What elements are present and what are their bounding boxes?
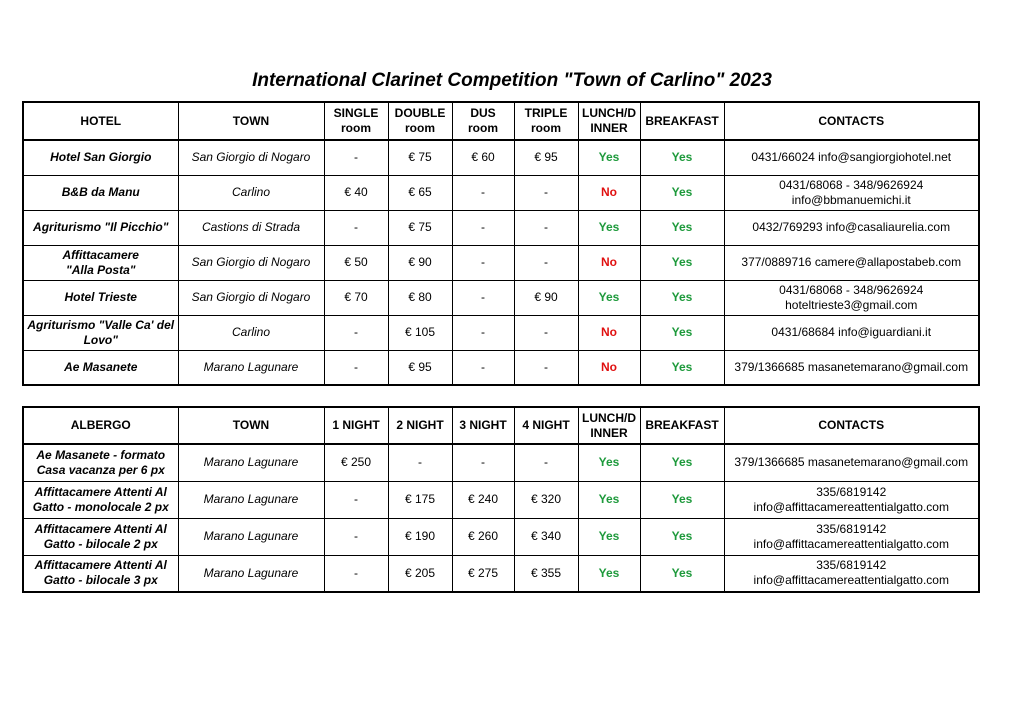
cell-line: 0431/68068 - 348/9626924	[779, 177, 924, 192]
header-dus-room	[452, 102, 514, 140]
header-line: room	[341, 121, 371, 135]
albergo-name	[23, 555, 178, 592]
table-row	[23, 140, 979, 175]
albergo-table	[22, 406, 980, 593]
three-night-price: € 275	[452, 555, 514, 592]
header-breakfast: BREAKFAST	[640, 407, 724, 444]
triple-room-price: -	[514, 350, 578, 385]
header-line: room	[531, 121, 561, 135]
double-room-price: € 65	[388, 175, 452, 210]
hotel-name	[23, 350, 178, 385]
hotel-table-header	[23, 102, 979, 140]
lunch-dinner-status: Yes	[578, 210, 640, 245]
lunch-dinner-status: No	[578, 315, 640, 350]
dus-room-price: -	[452, 245, 514, 280]
hotel-contacts	[724, 175, 979, 210]
cell-line: Ae Masanete - formato	[36, 447, 166, 462]
header-line: SINGLE	[333, 106, 379, 120]
hotel-contacts	[724, 280, 979, 315]
breakfast-status: Yes	[640, 175, 724, 210]
table-row	[23, 481, 979, 518]
table-row	[23, 518, 979, 555]
double-room-price: € 90	[388, 245, 452, 280]
hotel-contacts	[724, 210, 979, 245]
cell-line: Ae Masanete	[64, 359, 138, 374]
header-albergo: ALBERGO	[23, 407, 178, 444]
hotel-name	[23, 245, 178, 280]
cell-line: info@affittacamereattentialgatto.com	[753, 536, 949, 551]
breakfast-status: Yes	[640, 140, 724, 175]
header-double-room	[388, 102, 452, 140]
table-row	[23, 245, 979, 280]
table-row	[23, 444, 979, 481]
table-row	[23, 555, 979, 592]
hotel-town: Marano Lagunare	[178, 350, 324, 385]
header-line: LUNCH/D	[582, 410, 636, 425]
breakfast-status: Yes	[640, 555, 724, 592]
one-night-price: -	[324, 518, 388, 555]
hotel-name	[23, 280, 178, 315]
table-row	[23, 210, 979, 245]
triple-room-price: -	[514, 210, 578, 245]
hotel-town: San Giorgio di Nogaro	[178, 245, 324, 280]
header-2-night: 2 NIGHT	[388, 407, 452, 444]
breakfast-status: Yes	[640, 245, 724, 280]
dus-room-price: -	[452, 350, 514, 385]
cell-line: info@affittacamereattentialgatto.com	[753, 499, 949, 514]
albergo-town: Marano Lagunare	[178, 444, 324, 481]
double-room-price: € 95	[388, 350, 452, 385]
cell-line: Affittacamere Attenti Al	[34, 558, 167, 573]
cell-line: hoteltrieste3@gmail.com	[785, 297, 918, 312]
header-4-night: 4 NIGHT	[514, 407, 578, 444]
cell-line: Agriturismo "Valle Ca' del	[27, 317, 175, 332]
four-night-price: € 320	[514, 481, 578, 518]
cell-line: Casa vacanza per 6 px	[36, 462, 165, 477]
cell-line: Affittacamere Attenti Al	[34, 521, 167, 536]
albergo-table-header	[23, 407, 979, 444]
double-room-price: € 75	[388, 210, 452, 245]
header-line: LUNCH/D	[582, 106, 636, 120]
triple-room-price: € 90	[514, 280, 578, 315]
cell-line: Gatto - monolocale 2 px	[32, 499, 169, 514]
albergo-town: Marano Lagunare	[178, 481, 324, 518]
four-night-price: € 340	[514, 518, 578, 555]
cell-line: Gatto - bilocale 3 px	[43, 573, 158, 588]
lunch-dinner-status: Yes	[578, 444, 640, 481]
cell-line: Lovo"	[83, 332, 118, 347]
cell-line: "Alla Posta"	[66, 262, 136, 277]
double-room-price: € 75	[388, 140, 452, 175]
cell-line: 335/6819142	[816, 484, 887, 499]
table-row	[23, 350, 979, 385]
cell-line: B&B da Manu	[61, 185, 140, 199]
breakfast-status: Yes	[640, 518, 724, 555]
cell-line: info@bbmanuemichi.it	[791, 192, 911, 207]
four-night-price: -	[514, 444, 578, 481]
header-line: DUS	[470, 106, 496, 120]
hotel-town: Carlino	[178, 315, 324, 350]
albergo-name	[23, 481, 178, 518]
single-room-price: -	[324, 350, 388, 385]
header-line: room	[468, 121, 498, 135]
dus-room-price: -	[452, 315, 514, 350]
breakfast-status: Yes	[640, 444, 724, 481]
cell-line: 377/0889716 camere@allapostabeb.com	[741, 255, 962, 269]
breakfast-status: Yes	[640, 210, 724, 245]
cell-line: 0431/68068 - 348/9626924	[779, 282, 924, 297]
single-room-price: -	[324, 140, 388, 175]
cell-line: Agriturismo "Il Picchio"	[33, 220, 169, 234]
hotel-contacts	[724, 350, 979, 385]
header-town: TOWN	[178, 102, 324, 140]
single-room-price: € 40	[324, 175, 388, 210]
cell-line: Affittacamere Attenti Al	[34, 484, 167, 499]
cell-line: info@affittacamereattentialgatto.com	[753, 573, 949, 588]
two-night-price: € 205	[388, 555, 452, 592]
double-room-price: € 80	[388, 280, 452, 315]
double-room-price: € 105	[388, 315, 452, 350]
header-contacts: CONTACTS	[724, 102, 979, 140]
cell-line: 335/6819142	[816, 521, 887, 536]
hotel-town: San Giorgio di Nogaro	[178, 280, 324, 315]
cell-line: Hotel San Giorgio	[50, 150, 152, 165]
single-room-price: € 50	[324, 245, 388, 280]
hotel-town: San Giorgio di Nogaro	[178, 140, 324, 175]
lunch-dinner-status: Yes	[578, 555, 640, 592]
breakfast-status: Yes	[640, 315, 724, 350]
dus-room-price: -	[452, 210, 514, 245]
four-night-price: € 355	[514, 555, 578, 592]
lunch-dinner-status: Yes	[578, 140, 640, 175]
table-row	[23, 315, 979, 350]
lunch-dinner-status: No	[578, 245, 640, 280]
lunch-dinner-status: No	[578, 175, 640, 210]
header-line: INNER	[590, 121, 628, 135]
three-night-price: € 260	[452, 518, 514, 555]
header-1-night: 1 NIGHT	[324, 407, 388, 444]
header-3-night: 3 NIGHT	[452, 407, 514, 444]
two-night-price: -	[388, 444, 452, 481]
triple-room-price: € 95	[514, 140, 578, 175]
cell-line: 0431/68684 info@iguardiani.it	[771, 325, 932, 339]
header-breakfast: BREAKFAST	[640, 102, 724, 140]
triple-room-price: -	[514, 245, 578, 280]
header-line: DOUBLE	[394, 106, 446, 120]
one-night-price: € 250	[324, 444, 388, 481]
dus-room-price: -	[452, 175, 514, 210]
cell-line: 335/6819142	[816, 558, 887, 573]
one-night-price: -	[324, 481, 388, 518]
breakfast-status: Yes	[640, 350, 724, 385]
cell-line: 379/1366685 masanetemarano@gmail.com	[734, 455, 969, 470]
hotel-contacts	[724, 315, 979, 350]
lunch-dinner-status: Yes	[578, 518, 640, 555]
hotel-contacts	[724, 245, 979, 280]
cell-line: Affittacamere	[62, 247, 139, 262]
header-hotel: HOTEL	[23, 102, 178, 140]
single-room-price: -	[324, 210, 388, 245]
hotel-contacts	[724, 140, 979, 175]
hotel-name	[23, 175, 178, 210]
albergo-town: Marano Lagunare	[178, 518, 324, 555]
breakfast-status: Yes	[640, 280, 724, 315]
cell-line: 0431/66024 info@sangiorgiohotel.net	[751, 150, 952, 165]
header-triple-room	[514, 102, 578, 140]
dus-room-price: -	[452, 280, 514, 315]
header-contacts: CONTACTS	[724, 407, 979, 444]
header-single-room	[324, 102, 388, 140]
header-line: INNER	[590, 425, 628, 440]
albergo-name	[23, 518, 178, 555]
cell-line: 0432/769293 info@casaliaurelia.com	[752, 220, 951, 234]
albergo-contacts	[724, 555, 979, 592]
single-room-price: -	[324, 315, 388, 350]
lunch-dinner-status: No	[578, 350, 640, 385]
lunch-dinner-status: Yes	[578, 280, 640, 315]
hotel-name	[23, 140, 178, 175]
table-row	[23, 280, 979, 315]
table-row	[23, 175, 979, 210]
albergo-name	[23, 444, 178, 481]
albergo-town: Marano Lagunare	[178, 555, 324, 592]
cell-line: Gatto - bilocale 2 px	[43, 536, 158, 551]
cell-line: Hotel Trieste	[64, 290, 137, 304]
one-night-price: -	[324, 555, 388, 592]
albergo-contacts	[724, 481, 979, 518]
cell-line: 379/1366685 masanetemarano@gmail.com	[734, 359, 969, 374]
dus-room-price: € 60	[452, 140, 514, 175]
hotel-name	[23, 210, 178, 245]
hotel-table	[22, 101, 980, 386]
triple-room-price: -	[514, 315, 578, 350]
triple-room-price: -	[514, 175, 578, 210]
header-town: TOWN	[178, 407, 324, 444]
header-line: room	[405, 121, 435, 135]
hotel-name	[23, 315, 178, 350]
albergo-contacts	[724, 518, 979, 555]
breakfast-status: Yes	[640, 481, 724, 518]
two-night-price: € 190	[388, 518, 452, 555]
hotel-town: Carlino	[178, 175, 324, 210]
hotel-town: Castions di Strada	[178, 210, 324, 245]
header-line: TRIPLE	[524, 106, 568, 120]
three-night-price: € 240	[452, 481, 514, 518]
header-lunch-dinner	[578, 407, 640, 444]
page-title: International Clarinet Competition "Town of Carlino" 2023	[252, 70, 772, 91]
albergo-contacts	[724, 444, 979, 481]
three-night-price: -	[452, 444, 514, 481]
header-lunch-dinner	[578, 102, 640, 140]
two-night-price: € 175	[388, 481, 452, 518]
lunch-dinner-status: Yes	[578, 481, 640, 518]
single-room-price: € 70	[324, 280, 388, 315]
